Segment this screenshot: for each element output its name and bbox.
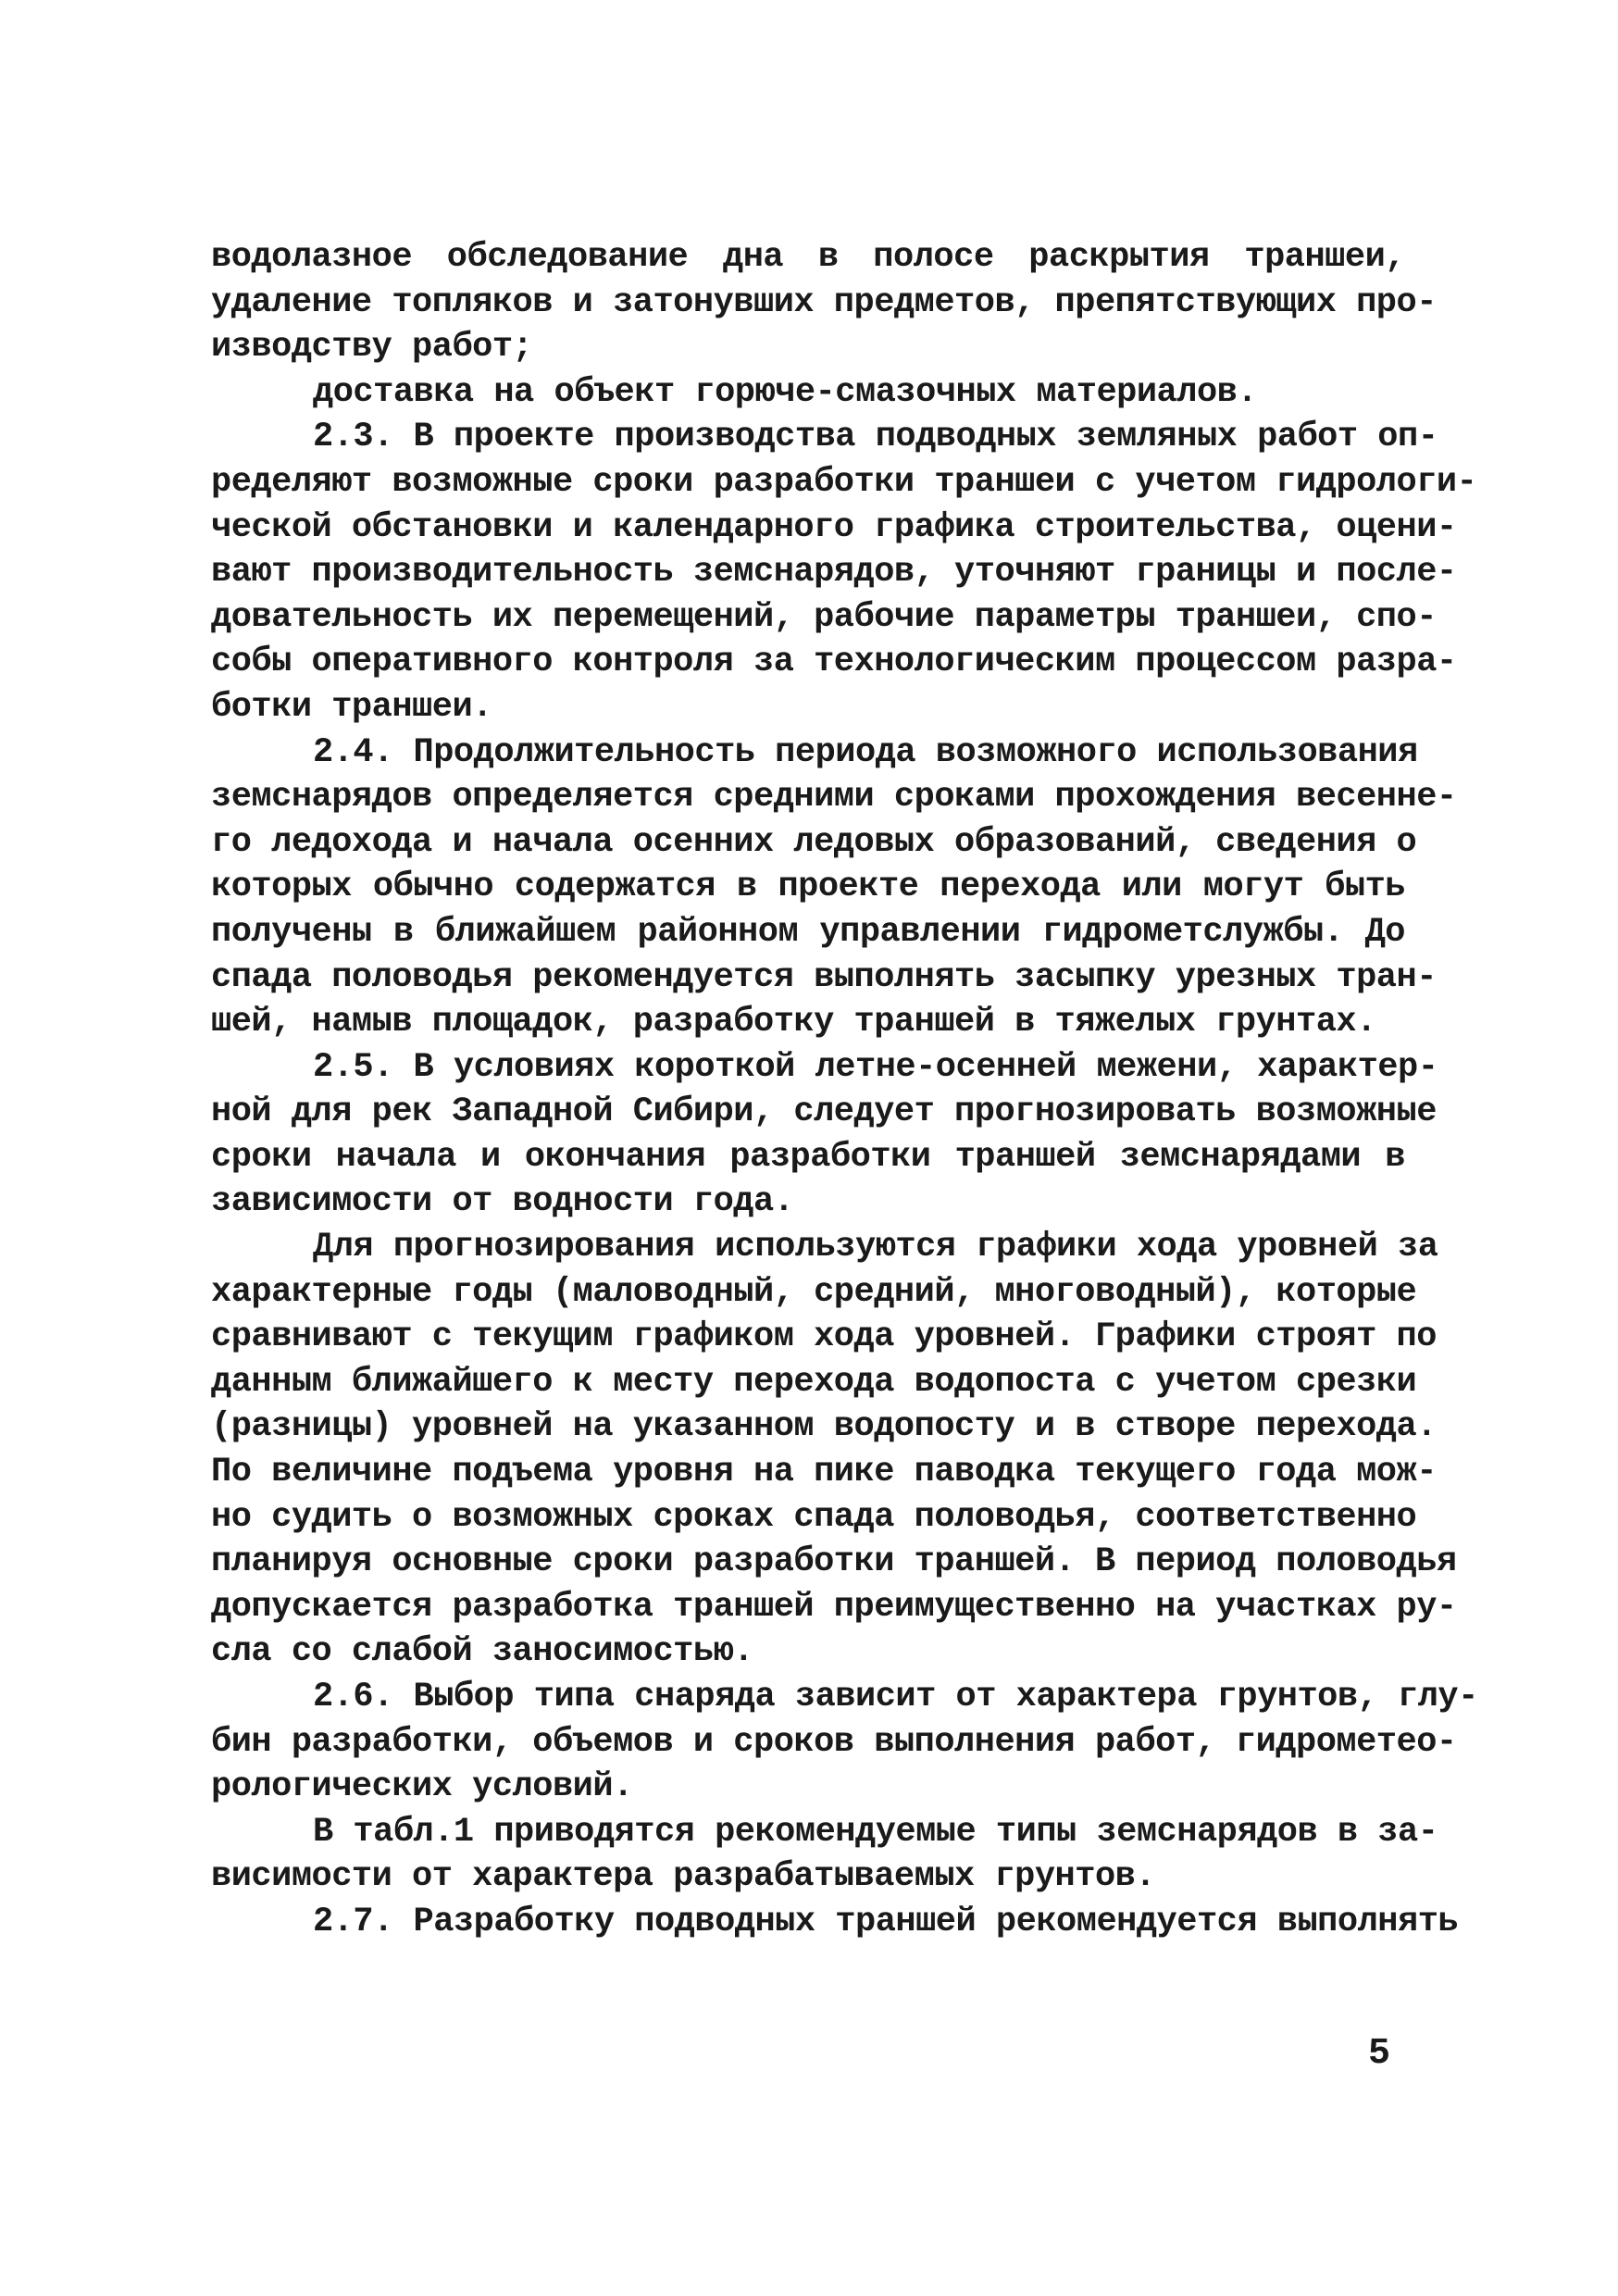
text-line: но судить о возможных сроках спада половодья, соответственно <box>211 1497 1417 1537</box>
text-line: ной для рек Западной Сибири, следует прогнозировать возможные <box>211 1092 1437 1132</box>
text-line: сравнивают с текущим графиком хода уровней. Графики строят по <box>211 1317 1437 1357</box>
text-line: земснарядов определяется средними сроками прохождения весенне- <box>211 778 1457 817</box>
text-line: (разницы) уровней на указанном водопосту и в створе перехода. <box>211 1407 1437 1447</box>
text-line: ределяют возможные сроки разработки траншеи с учетом гидрологи- <box>211 462 1477 502</box>
text-line: вают производительность земснарядов, уточняют границы и после- <box>211 553 1457 593</box>
paragraph-2-7-first-line: 2.7. Разработку подводных траншей рекомендуется выполнять <box>313 1902 1459 1941</box>
text-line: ботки траншеи. <box>211 687 492 727</box>
paragraph-2-4-first-line: 2.4. Продолжительность периода возможного использования <box>313 732 1418 772</box>
paragraph-2-3-first-line: 2.3. В проекте производства подводных земляных работ оп- <box>313 418 1438 457</box>
text-line: удаление топляков и затонувших предметов, препятствующих про- <box>211 282 1437 322</box>
text-line: допускается разработка траншей преимущественно на участках ру- <box>211 1587 1457 1627</box>
text-line: зависимости от водности года. <box>211 1182 794 1222</box>
text-line: планируя основные сроки разработки траншей. В период половодья <box>211 1542 1457 1582</box>
text-line: которых обычно содержатся в проекте перехода или могут быть <box>211 867 1405 907</box>
text-line: рологических условий. <box>211 1767 633 1807</box>
text-line: доставка на объект горюче-смазочных материалов. <box>313 372 1258 412</box>
text-line: получены в ближайшем районном управлении гидрометслужбы. До <box>211 912 1405 952</box>
text-line: изводству работ; <box>211 328 533 368</box>
text-line: ческой обстановки и календарного графика строительства, оцени- <box>211 507 1457 547</box>
text-line: висимости от характера разрабатываемых грунтов. <box>211 1857 1156 1897</box>
paragraph-forecast-first-line: Для прогнозирования используются графики хода уровней за <box>313 1228 1438 1267</box>
text-line: довательность их перемещений, рабочие параметры траншеи, спо- <box>211 597 1437 637</box>
page-number: 5 <box>1368 2033 1390 2075</box>
text-line: спада половодья рекомендуется выполнять засыпку урезных тран- <box>211 957 1437 997</box>
text-line: водолазное обследование дна в полосе раскрытия траншеи, <box>211 238 1405 277</box>
paragraph-2-5-first-line: 2.5. В условиях короткой летне-осенней межени, характер- <box>313 1047 1438 1087</box>
text-line: бин разработки, объемов и сроков выполнения работ, гидрометео- <box>211 1722 1457 1762</box>
text-line: По величине подъема уровня на пике паводка текущего года мож- <box>211 1453 1437 1492</box>
text-line: данным ближайшего к месту перехода водопоста с учетом срезки <box>211 1362 1417 1402</box>
text-line: сроки начала и окончания разработки траншей земснарядами в <box>211 1137 1405 1177</box>
text-line: го ледохода и начала осенних ледовых образований, сведения о <box>211 822 1417 862</box>
paragraph-2-6-first-line: 2.6. Выбор типа снаряда зависит от характера грунтов, глу- <box>313 1678 1478 1716</box>
text-line: сла со слабой заносимостью. <box>211 1632 753 1672</box>
text-line: характерные годы (маловодный, средний, многоводный), которые <box>211 1272 1417 1312</box>
text-line: шей, намыв площадок, разработку траншей в тяжелых грунтах. <box>211 1003 1376 1042</box>
body-text <box>211 235 1478 1945</box>
text-line: собы оперативного контроля за технологическим процессом разра- <box>211 643 1457 682</box>
paragraph-table-ref-first-line: В табл.1 приводятся рекомендуемые типы земснарядов в за- <box>313 1812 1438 1852</box>
